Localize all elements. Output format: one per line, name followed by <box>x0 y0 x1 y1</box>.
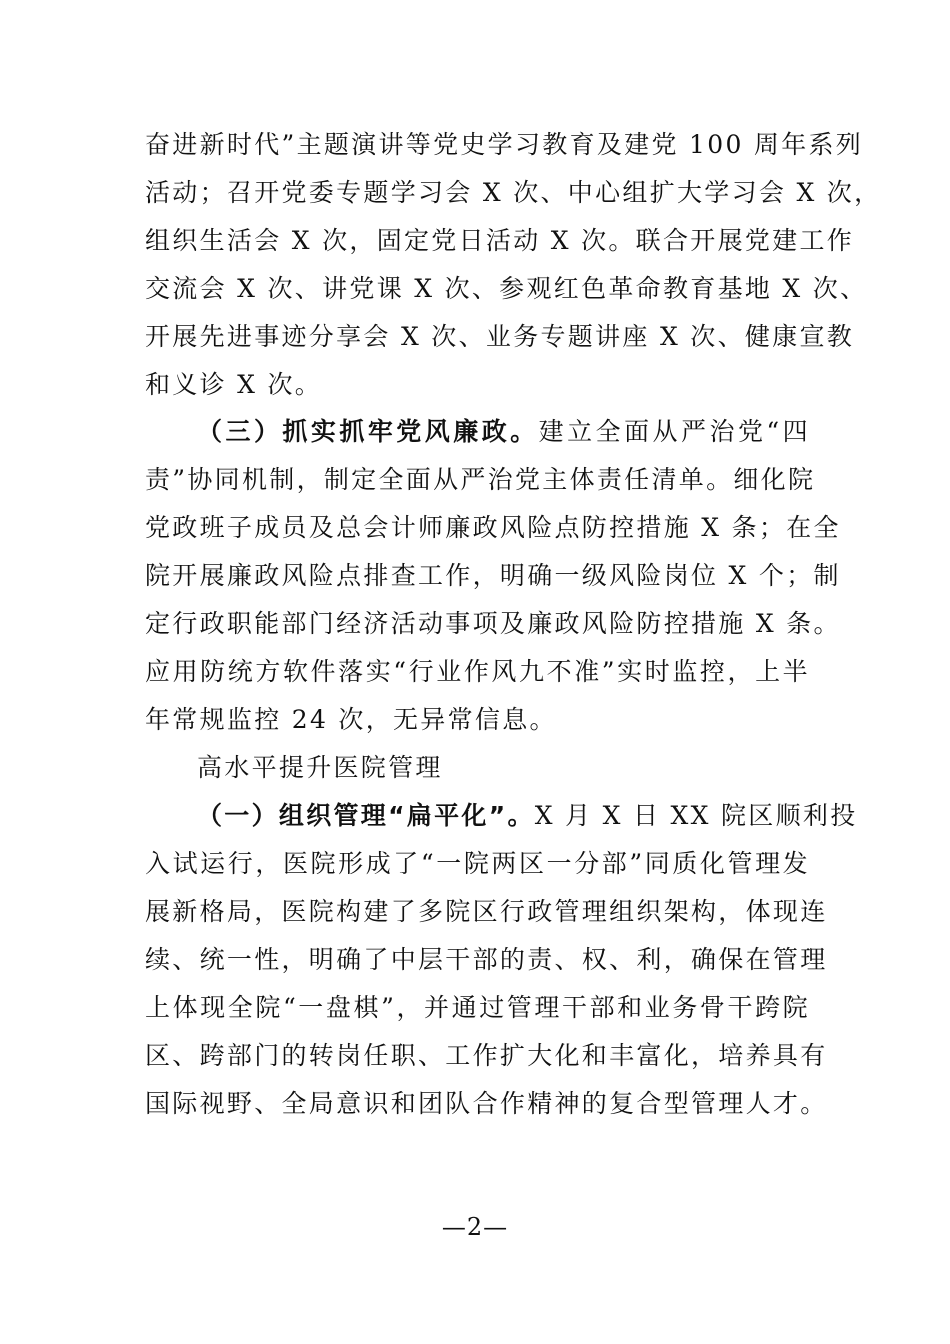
text-line: 活动；召开党委专题学习会 X 次、中心组扩大学习会 X 次， <box>145 178 882 207</box>
text-run: X 月 X 日 XX 院区顺利投 <box>534 801 858 830</box>
text-line: 交流会 X 次、讲党课 X 次、参观红色革命教育基地 X 次、 <box>145 274 868 303</box>
subsection-title: （一）组织管理“扁平化”。 <box>197 801 535 830</box>
paragraph-party-history-activities <box>145 121 882 409</box>
text-line: 国际视野、全局意识和团队合作精神的复合型管理人才。 <box>145 1089 828 1118</box>
text-line: 续、统一性，明确了中层干部的责、权、利，确保在管理 <box>145 945 828 974</box>
text-line: 上体现全院“一盘棋”，并通过管理干部和业务骨干跨院 <box>145 993 810 1022</box>
text-line: 定行政职能部门经济活动事项及廉政风险防控措施 X 条。 <box>145 609 841 638</box>
section-heading: 高水平提升医院管理 <box>197 753 443 782</box>
paragraph-organization-management <box>145 792 858 1128</box>
text-line: 和义诊 X 次。 <box>145 370 323 399</box>
text-line: 年常规监控 24 次，无异常信息。 <box>145 705 557 734</box>
text-line-first <box>145 408 810 456</box>
text-line: 党政班子成员及总会计师廉政风险点防控措施 X 条；在全 <box>145 513 841 542</box>
text-line: 展新格局，医院构建了多院区行政管理组织架构，体现连 <box>145 897 828 926</box>
text-line: 开展先进事迹分享会 X 次、业务专题讲座 X 次、健康宣教 <box>145 322 855 351</box>
text-line: 区、跨部门的转岗任职、工作扩大化和丰富化，培养具有 <box>145 1041 828 1070</box>
text-line: 责”协同机制，制定全面从严治党主体责任清单。细化院 <box>145 465 816 494</box>
page-number: —2— <box>441 1213 509 1241</box>
text-line: 组织生活会 X 次，固定党日活动 X 次。联合开展党建工作 <box>145 226 855 255</box>
text-run: 建立全面从严治党“四 <box>538 417 810 446</box>
text-line: 奋进新时代”主题演讲等党史学习教育及建党 100 周年系列 <box>145 130 864 159</box>
text-line: 应用防统方软件落实“行业作风九不准”实时监控，上半 <box>145 657 810 686</box>
text-line-first <box>145 792 858 840</box>
subsection-title: （三）抓实抓牢党风廉政。 <box>197 417 539 446</box>
text-line: 院开展廉政风险点排查工作，明确一级风险岗位 X 个；制 <box>145 561 841 590</box>
paragraph-clean-governance <box>145 408 841 744</box>
section-heading-block <box>145 744 810 792</box>
text-line: 入试运行，医院形成了“一院两区一分部”同质化管理发 <box>145 849 810 878</box>
